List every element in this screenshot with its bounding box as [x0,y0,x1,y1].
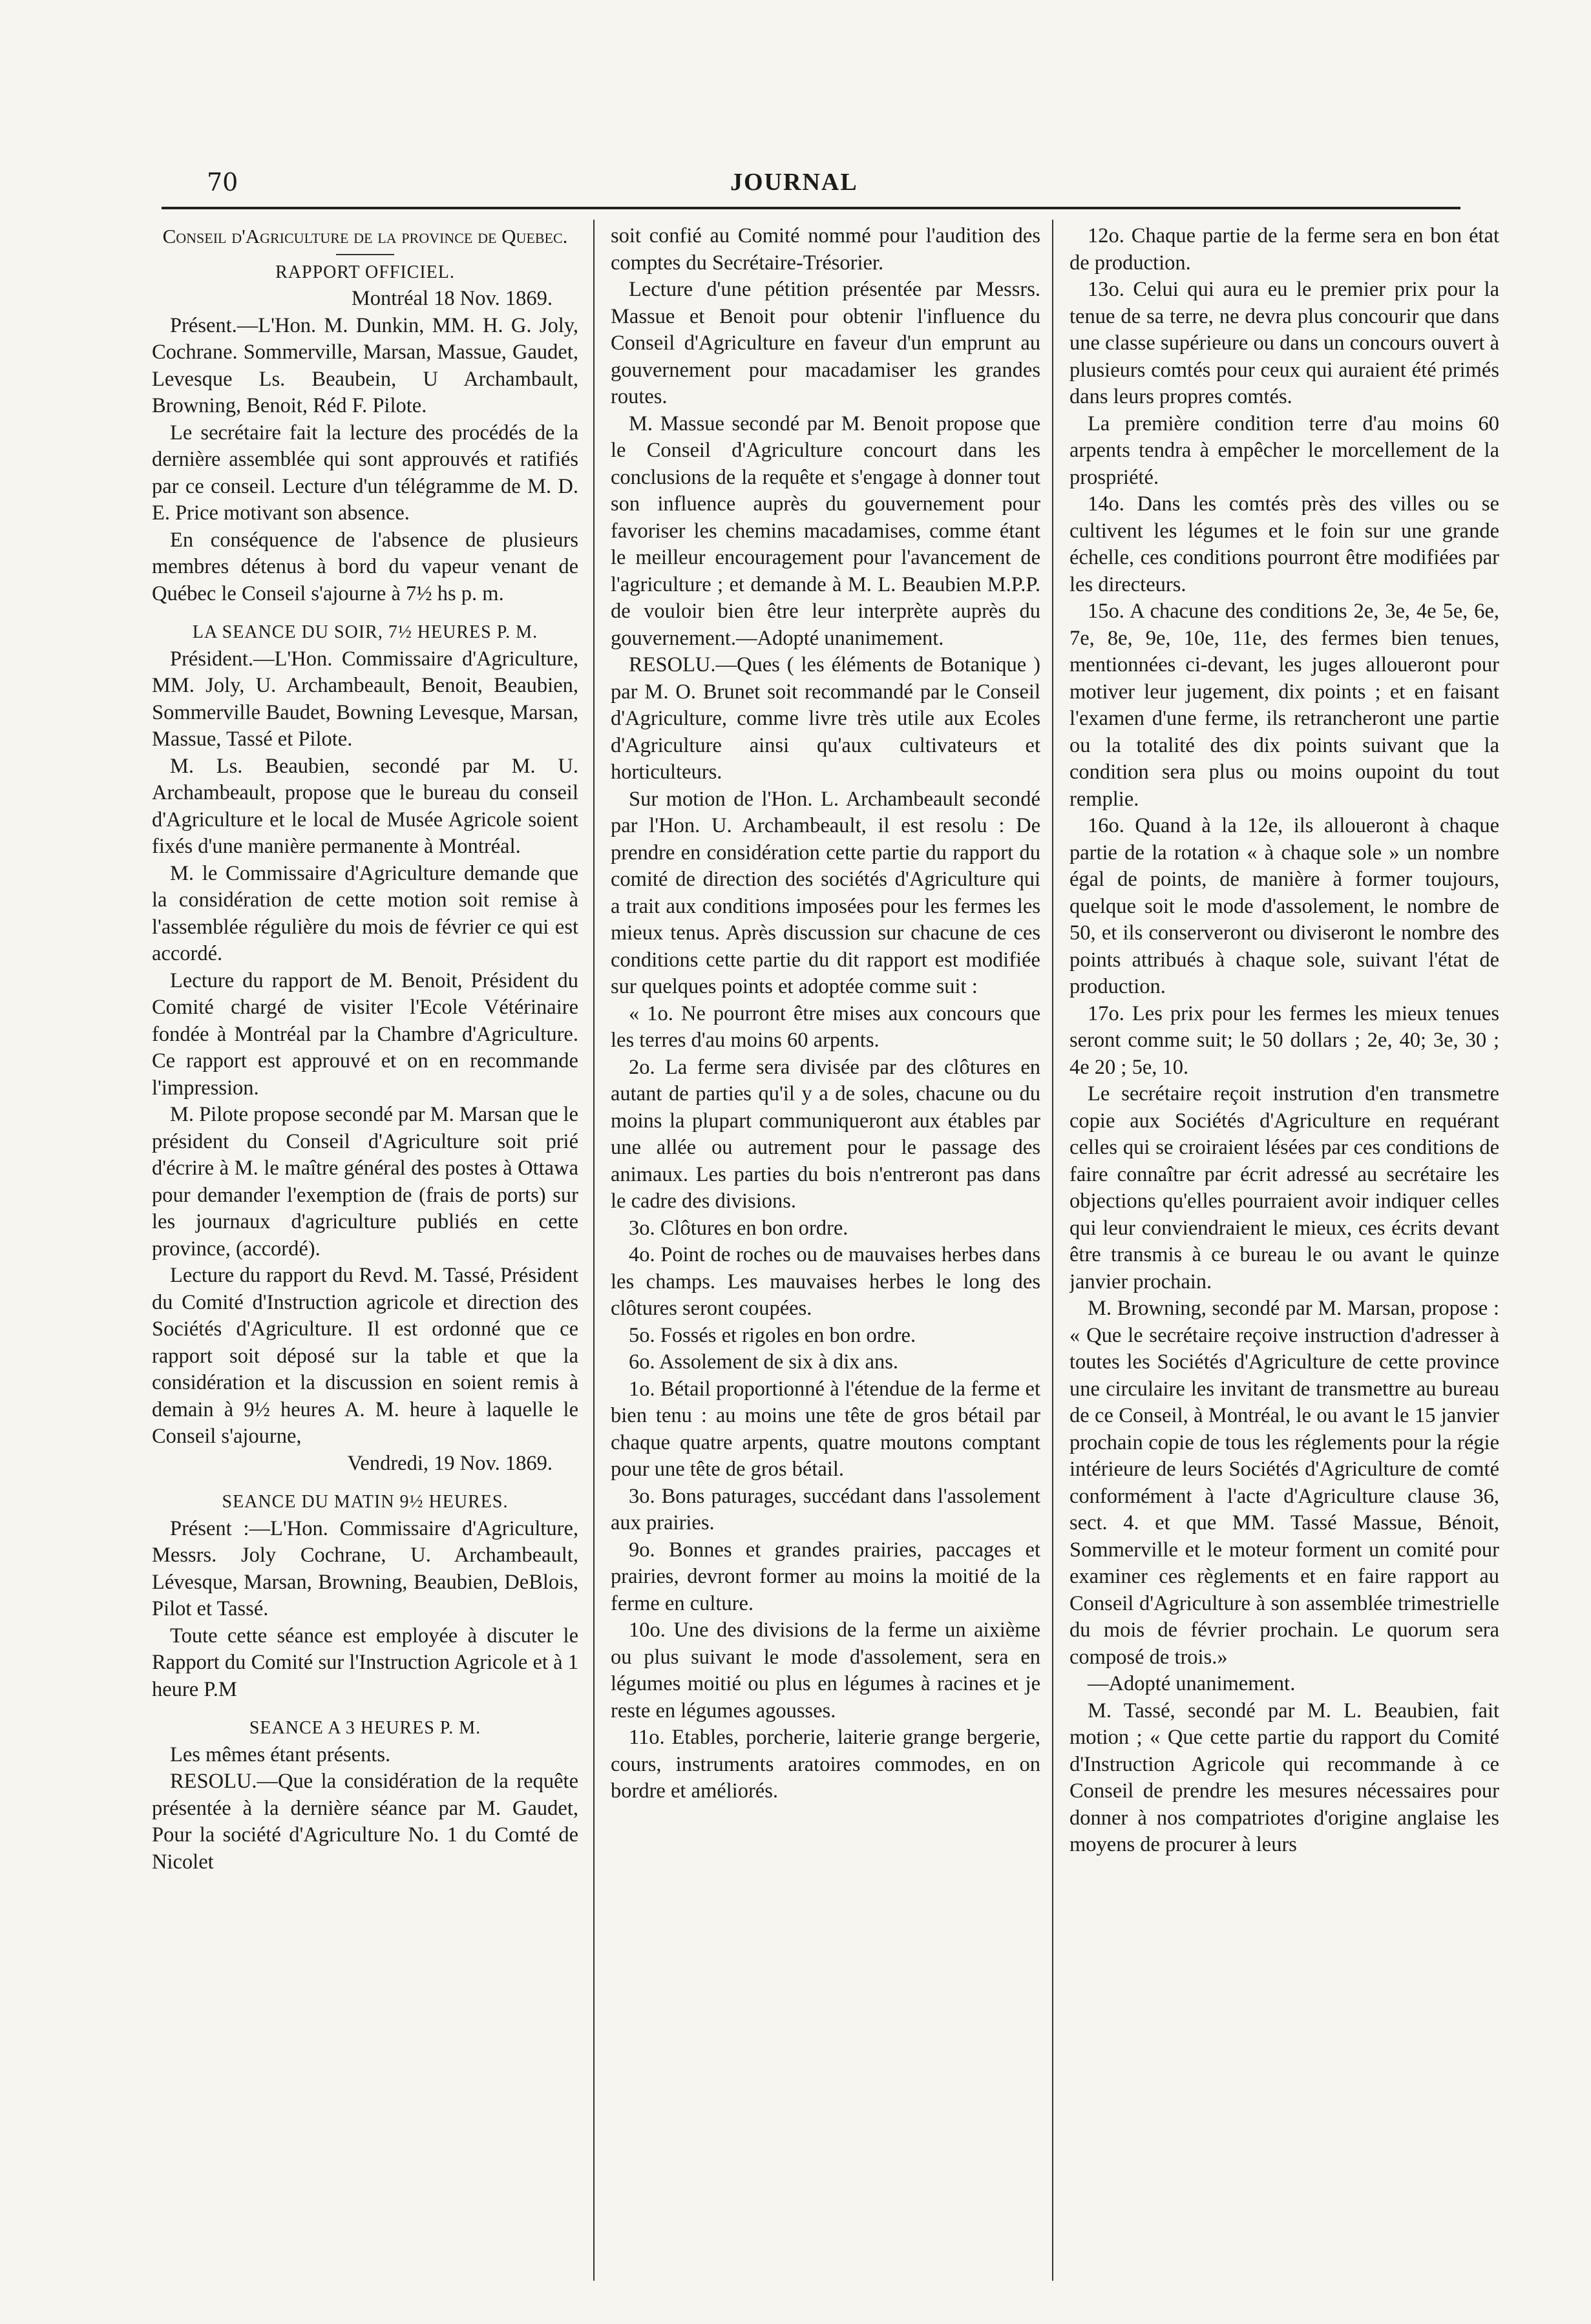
page-number: 70 [207,168,238,196]
paragraph: 2o. La ferme sera divisée par des clôtures en autant de parties qu'il y a de soles, chacune ou du moins la plupart communiqueront aux étables par une allée ou autrement pour le passage des animaux. Les parties du bois n'entreront pas dans le cadre des divisions. [611,1055,1040,1213]
paragraph: RESOLU.—Ques ( les éléments de Botanique ) par M. O. Brunet soit recommandé par le Conseil d'Agriculture, comme livre très utile aux Ecoles d'Agriculture ainsi qu'aux cultivateurs et horticulteurs. [611,653,1040,784]
paragraph: 17o. Les prix pour les fermes les mieux tenues seront comme suit; le 50 dollars ; 2e, 40; 3e, 30 ; 4e 20 ; 5e, 10. [1069,1001,1499,1079]
text-column-3 [1069,223,1499,2277]
paragraph: Lecture du rapport du Revd. M. Tassé, Président du Comité d'Instruction agricole et direction des Sociétés d'Agriculture. Il est ordonné que ce rapport soit déposé sur la table et que la considération et la discussion en soient remis à demain à 9½ heures A. M. heure à laquelle le Conseil s'ajourne, [152,1264,578,1448]
text-column-1 [152,223,578,2277]
column-divider [1052,220,1053,2281]
section-heading: Conseil d'Agriculture de la province de Quebec. [162,225,568,247]
paragraph: M. Massue secondé par M. Benoit propose que le Conseil d'Agriculture concourt dans les conclusions de la requête et s'engage à donner tout son influence auprès du gouvernement pour favoriser les chemins macadamises, comme étant le meilleur encouragement pour l'avancement de l'agriculture ; et demande à M. L. Beaubien M.P.P. de vouloir bien être leur interprète auprès du gouvernement.—Adopté unanimement. [611,412,1040,650]
paragraph: Lecture du rapport de M. Benoit, Président du Comité chargé de visiter l'Ecole Vétérinaire fondée à Montréal par la Chambre d'Agriculture. Ce rapport est approuvé et on en recommande l'impression. [152,968,578,1100]
paragraph: Présent.—L'Hon. M. Dunkin, MM. H. G. Joly, Cochrane. Sommerville, Marsan, Massue, Gaudet, Levesque Ls. Beaubein, U Archambault, Browning, Benoit, Réd F. Pilote. [152,313,578,417]
section-subheading: RAPPORT OFFICIEL. [275,262,455,282]
paragraph: —Adopté unanimement. [1088,1672,1296,1695]
paragraph: 16o. Quand à la 12e, ils alloueront à chaque partie de la rotation « à chaque sole » un nombre égal de points, de manière à former toujours, quelque soit le mode d'assolement, le nombre de 50, et ils conserveront ou diviseront le nombre des points attribués à chaque sole, suivant l'état de production. [1069,814,1499,998]
paragraph: soit confié au Comité nommé pour l'audition des comptes du Secrétaire-Trésorier. [611,224,1040,275]
paragraph: En conséquence de l'absence de plusieurs membres détenus à bord du vapeur venant de Québec le Conseil s'ajourne à 7½ hs p. m. [152,528,578,605]
session-heading: SEANCE DU MATIN 9½ HEURES. [222,1492,509,1512]
paragraph: La première condition terre d'au moins 60 arpents tendra à empêcher le morcellement de la prospriété. [1069,412,1499,489]
paragraph: 1o. Bétail proportionné à l'étendue de la ferme et bien tenu : au moins une tête de gros bétail par chaque quatre arpents, quatre moutons comptant pour une tête de gros bétail. [611,1377,1040,1481]
paragraph: 3o. Clôtures en bon ordre. [629,1216,848,1240]
paragraph: Le secrétaire fait la lecture des procédés de la dernière assemblée qui sont approuvés et ratifiés par ce conseil. Lecture d'un télégramme de M. D. E. Price motivant son absence. [152,421,578,525]
paragraph: M. Ls. Beaubien, secondé par M. U. Archambeault, propose que le bureau du conseil d'Agriculture et le local de Musée Agricole soient fixés d'une manière permanente à Montréal. [152,754,578,858]
text-column-2 [611,223,1040,2277]
paragraph: Lecture d'une pétition présentée par Messrs. Massue et Benoit pour obtenir l'influence du Conseil d'Agriculture en faveur d'un emprunt au gouvernement pour macadamiser les grandes routes. [611,278,1040,408]
paragraph: 3o. Bons paturages, succédant dans l'assolement aux prairies. [611,1484,1040,1534]
paragraph: Sur motion de l'Hon. L. Archambeault secondé par l'Hon. U. Archambeault, il est resolu : De prendre en considération cette partie du rapport du comité de direction des sociétés d'Agriculture qui a trait aux conditions imposées pour les fermes les mieux tenus. Après discussion sur chacune de ces conditions cette partie du dit rapport est modifiée sur quelques points et adoptée comme suit : [611,787,1040,998]
page-header [162,165,1460,204]
dateline: Vendredi, 19 Nov. 1869. [347,1451,553,1475]
paragraph: 12o. Chaque partie de la ferme sera en bon état de production. [1069,224,1499,275]
paragraph: 13o. Celui qui aura eu le premier prix pour la tenue de sa terre, ne devra plus concourir que dans une classe supérieure ou dans un concours ouvert à plusieurs comtés pour ceux qui auraient été primés dans leurs propres comtés. [1069,278,1499,408]
paragraph: Les mêmes étant présents. [170,1743,391,1766]
section-rule [336,254,394,255]
paragraph: M. Tassé, secondé par M. L. Beaubien, fait motion ; « Que cette partie du rapport du Comité d'Instruction Agricole qui recommande à ce Conseil de prendre les mesures nécessaires pour donner à nos compatriotes d'origine anglaise les moyens de procurer à leurs [1069,1699,1499,1856]
paragraph: 11o. Etables, porcherie, laiterie grange bergerie, cours, instruments aratoires commodes, en on bordre et améliorés. [611,1726,1040,1803]
paragraph: Président.—L'Hon. Commissaire d'Agriculture, MM. Joly, U. Archambeault, Benoit, Beaubien, Sommerville Baudet, Bowning Levesque, Marsan, Massue, Tassé et Pilote. [152,647,578,751]
paragraph: 5o. Fossés et rigoles en bon ordre. [629,1323,916,1347]
paragraph: Le secrétaire reçoit instrution d'en transmetre copie aux Sociétés d'Agriculture en requérant celles qui se croiraient lésées par ces conditions de faire connaître par écrit adressé au secrétaire les objections qu'elles pourraient avoir indiquer celles qui leur conviendraient le mieux, ces écrits devant être transmis à ce bureau le ou avant le quinze janvier prochain. [1069,1082,1499,1293]
session-heading: LA SEANCE DU SOIR, 7½ HEURES P. M. [192,622,538,642]
dateline: Montréal 18 Nov. 1869. [351,287,553,310]
paragraph: « 1o. Ne pourront être mises aux concours que les terres d'au moins 60 arpents. [611,1001,1040,1052]
paragraph: RESOLU.—Que la considération de la requête présentée à la dernière séance par M. Gaudet, Pour la société d'Agriculture No. 1 du Comté de Nicolet [152,1770,578,1874]
paragraph: Toute cette séance est employée à discuter le Rapport du Comité sur l'Instruction Agricole et à 1 heure P.M [152,1624,578,1701]
running-title: JOURNAL [730,169,858,196]
paragraph: 9o. Bonnes et grandes prairies, paccages et prairies, devront former au moins la moitié de la ferme en culture. [611,1538,1040,1615]
paragraph: Présent :—L'Hon. Commissaire d'Agriculture, Messrs. Joly Cochrane, U. Archambeault, Lévesque, Marsan, Browning, Beaubien, DeBlois, Pilot et Tassé. [152,1516,578,1620]
paragraph: 14o. Dans les comtés près des villes ou se cultivent les légumes et le foin sur une grande échelle, ces conditions pourront être modifiées par les directeurs. [1069,492,1499,596]
paragraph: M. Browning, secondé par M. Marsan, propose : « Que le secrétaire reçoive instruction d'adresser à toutes les Sociétés d'Agriculture de cette province une circulaire les invitant de transmettre au bureau de ce Conseil, à Montréal, le ou avant le 15 janvier prochain copie de tous les réglements pour la régie intérieure de leurs Sociétés d'Agriculture de comté conformément à l'acte d'Agriculture clause 36, sect. 4. et que MM. Tassé Massue, Bénoit, Sommerville et le moteur forment un comité pour examiner ces règlements et en faire rapport au Conseil d'Agriculture à son assemblée trimestrielle du mois de février prochain. Le quorum sera composé de trois.» [1069,1297,1499,1669]
header-rule [162,207,1460,209]
paragraph: 10o. Une des divisions de la ferme un aixième ou plus suivant le mode d'assolement, sera en légumes moitié ou plus en légumes à racines et je reste en légumes agousses. [611,1618,1040,1722]
paragraph: 4o. Point de roches ou de mauvaises herbes dans les champs. Les mauvaises herbes le long des clôtures seront coupées. [611,1243,1040,1320]
session-heading: SEANCE A 3 HEURES P. M. [249,1718,481,1738]
paragraph: 6o. Assolement de six à dix ans. [629,1350,899,1374]
paragraph: 15o. A chacune des conditions 2e, 3e, 4e 5e, 6e, 7e, 8e, 9e, 10e, 11e, des fermes bien tenues, mentionnées ci-devant, les juges alloueront pour motiver leur jugement, dix points ; et en faisant l'examen d'une ferme, ils retrancheront une partie ou la totalité des dix points suivant que la condition sera plus ou moins oupoint du tout remplie. [1069,600,1499,811]
paragraph: M. Pilote propose secondé par M. Marsan que le président du Conseil d'Agriculture soit prié d'écrire à M. le maître général des postes à Ottawa pour demander l'exemption de (frais de ports) sur les journaux d'agriculture publiés en cette province, (accordé). [152,1103,578,1261]
column-divider [593,220,595,2281]
paragraph: M. le Commissaire d'Agriculture demande que la considération de cette motion soit remise à l'assemblée régulière du mois de février ce qui est accordé. [152,861,578,965]
